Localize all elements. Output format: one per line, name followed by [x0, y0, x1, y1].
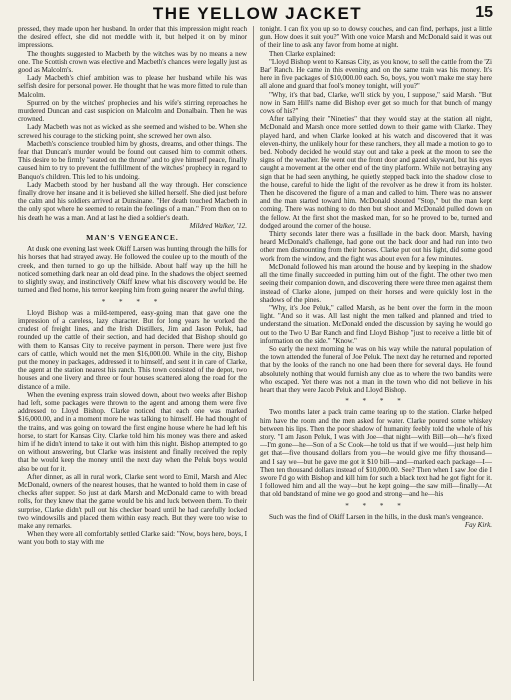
story-byline: Fay Kirk. — [464, 520, 492, 529]
story-paragraph: When they were all comfortably settled Clarke said: "Now, boys here, boys, I want you both to stay with me — [18, 530, 247, 547]
macbeth-paragraph: Lady Macbeth stood by her husband all the way through. Her conscience finally drove her insane and it is believed she killed herself. She died just before the calm and his soldiers arrived at Dunsinane. "Her death touched Macbeth in the only spot where he seemed to retain the feelings of a man." From then on to his death he was a man. And at last he died a soldier's death. — [18, 180, 247, 222]
story-closing: Such was the find of Okiff Larsen in the hills, in the dusk man's vengeance. — [269, 512, 484, 521]
story-paragraph: So early the next morning he was on his way while the natural population of the town attended the funeral of Joe Peluk. The next day he returned and reported that by the looks of the ranch no one had been there for several days. He found absolutely nothing that would furnish any clue as to where the two bandits were who escaped. Yet there was not a man in the town who did not believe in his heart that they were Jacob Peluk and Lloyd Bishop. — [260, 344, 492, 394]
macbeth-paragraph: Lady Macbeth was not as wicked as she seemed and wished to be. When she screwed his courage to the sticking point, she screwed her own also. — [18, 123, 247, 140]
macbeth-paragraph: Spurred on by the witches' prophecies and his wife's stirring reproaches he murdered Duncan and cast suspicion on Malcolm and Donalbain. Then he was crowned. — [18, 98, 247, 124]
section-separator: * * * * — [101, 297, 164, 306]
section-separator: * * * * — [345, 397, 407, 406]
story-paragraph: Lloyd Bishop was a mild-tempered, easy-going man that gave one the impression of a careless, lazy character. But for long years he worked the crudest of freight lines, and the Irish Distillers, Jim and Jason Peluk, had rounded up the cattle of their section, and had decided that Bishop should go with them to Kansas City to receive payment in person. There were just five cars of cattle, which would net the men $16,000.00. While in the city, Bishop put the money in packages, addressed it to himself, and sent it in care of Clarke, the agent at the station nearest his ranch. This town consisted of the depot, two houses and one livery and three or four houses scattered along the road for the distance of a mile. — [18, 308, 247, 391]
story-paragraph: "Why, it's Joe Peluk," called Marsh, as he bent over the form in the moon light. "And so it was. All last night the men talked and planned and tried to understand the situation. McDonald ended the discussion by saying he would go out to the Two U Bar Ranch and find Lloyd Bishop "just to receive a little bit of information on the side." "Know." — [260, 303, 492, 345]
magazine-title: THE YELLOW JACKET — [152, 4, 363, 23]
story-paragraph: "Why, it's that bad, Clarke, we'll stick by you, I suppose," said Marsh. "But now in Sam Hill's name did Bishop ever get so much for that bunch of mangy cows of his?" — [260, 90, 492, 116]
macbeth-paragraph: The thoughts suggested to Macbeth by the witches was by no means a new one. The Scottish crown was elective and Macbeth's chances were legally just as good as Malcolm's. — [18, 49, 247, 75]
macbeth-paragraph: Macbeth's conscience troubled him by ghosts, dreams, and other things. The fear that Duncan's murder would be found out caused him to commit others. This desire to be firmly "seated on the throne" and to give himself peace, finally caused him to try to prevent the fulfillment of the witches' prophecy in regard to Banquo's children. This led to his undoing. — [18, 139, 247, 181]
macbeth-paragraph: Lady Macbeth's chief ambition was to please her husband while his was selfish desire for personal power. He thought that he was more fitted to rule than Malcolm. — [18, 74, 247, 99]
page-header — [18, 4, 497, 26]
story-paragraph: Then Clarke explained: — [269, 49, 336, 58]
story-paragraph: After tallying their "Nineties" that they would stay at the station all night, McDonald and Marsh once more settled down to their game with Clarke. They played hard, and when Clarke looked at his watch and discovered that it was eleven-thirty, the unlikely hour for these ranchers, they all made a motion to go to bed. Nobody decided he would stay out and take a peek at the moon to see the signs of the weather. He went out the front door and gazed skyward, but his eyes caught a movement at the other end of the tiny platform. While not betraying any sign that he had seen anything, he quietly stepped back into the shadow close to the house, careful to hide the light of the revolver as he drew it from its holster. Then he discovered the figure of a man and called to him. There was no answer and the man started toward him. McDonald shouted "Stop," but the man kept coming. There was nothing to do then but shoot and McDonald pulled down on the fellow. At the first shot the masked man, for so he proved to be, turned and dodged around the corner of the house. — [260, 115, 492, 230]
macbeth-byline: Mildred Walker, '12. — [189, 221, 247, 230]
story-paragraph: When the evening express train slowed down, about two weeks after Bishop had left, some packages were thrown to the agent and among them were five addressed to Lloyd Bishop. Clarke noticed that each one was marked $16,000.00, and in a moment more he was talking to himself. He had thought of the trains, and was going on toward the first engine house where he had left his horse, to start for Kansas City. Clarke told him his money was there and asked him if he didn't intend to take it out with him this night. Bishop attempted to go on without answering, but Clarke was insistent and finally received the reply that he would keep the money until the next day when the Peluk boys would also be out for it. — [18, 390, 247, 473]
right-column — [260, 25, 492, 685]
left-column — [18, 25, 247, 685]
section-separator: * * * * — [345, 501, 407, 510]
story-paragraph: Thirty seconds later there was a fusillade in the back door. Marsh, having heard McDonald's challenge, had gone out the back door and had run into two other men dismounting from their horses. Clarke put out his light, did some good work from the window, and the fight was about even for a few minutes. — [260, 230, 492, 263]
section-title: MAN'S VENGEANCE. — [86, 233, 179, 243]
story-paragraph: McDonald followed his man around the house and by keeping in the shadow all the time finally succeeded in putting him out of the fight. The other two men seeing their companion down, and discovering there were three men against them instead of Clarke alone, jumped on their horses and were quickly lost in the shadows of the pines. — [260, 262, 492, 304]
page-number: 15 — [475, 4, 493, 21]
story-paragraph: "Lloyd Bishop went to Kansas City, as you know, to sell the cattle from the 'Zi Bar' Ranch. He came in this evening and on the same train was his money. It's here in five packages of $10,000.00 each. So, boys, you won't make me stay here all alone and guard that fool's money tonight, will you?" — [260, 57, 492, 91]
story-paragraph: After dinner, as all in rural work, Clarke sent word to Emil, Marsh and Alec McDonald, owners of the nearest houses, that he wanted to hold them in case of checks after supper. So just at dark Marsh and McDonald came to with bread rolls, for they knew that the game would be his and luck between them. To their surprise, Clarke didn't pull out his checker board until he had carefully locked two windowsills and placed them within easy reach. But they were too wise to make any remarks. — [18, 472, 247, 530]
story-paragraph: Two months later a pack train came tearing up to the station. Clarke helped him have the room and the men asked for water. Clarke poured some whiskey between his lips. Then the poor shadow of humanity feebly told the whole of his story. "I am Jason Peluk, I was with Joe—that night—with Bill—oh—he's fixed—I'm gone—he—Son of a Sc Cook—he told us that if we would—just help him get that—five thousand dollars from you—he would give me fifty thousand—and I say we—but he gave me got it $10 bill—and—marked each package—I—Then ten thousand dollars instead of $10,000.00. See? Then when I saw Joe die I swore I'd go with Bishop and kill him for such a black text had he got fight for it. I followed him and all the way—but he kept going—the saw mill—finally—At that old bandstand of mine we go good and strong—and he—his — [260, 408, 492, 499]
macbeth-paragraph: pressed, they made upon her husband. In order that this impression might reach the desired effect, she did not meddle with it, but helped it on by minor impressions. — [18, 25, 247, 50]
story-paragraph: At dusk one evening last week Okiff Larsen was hunting through the hills for his horses that had strayed away. He followed the coulee up to the mouth of the creek, and then turned to go up the hillside. About half way up the hill he noticed something dark near an old dead pine. In the shadows the object seemed to slightly sway, and instinctively Okiff knew what his discovery would be. He turned and fled home, his terror keeping him from going nearer the awful thing. — [18, 245, 247, 295]
story-paragraph: tonight. I can fix you up so to dowsy couches, and can find, perhaps, just a little gun. How does it suit you?" With one voice Marsh and McDonald said it was out of their line to ask any favor from home at night. — [260, 25, 492, 50]
column-divider — [253, 26, 254, 681]
